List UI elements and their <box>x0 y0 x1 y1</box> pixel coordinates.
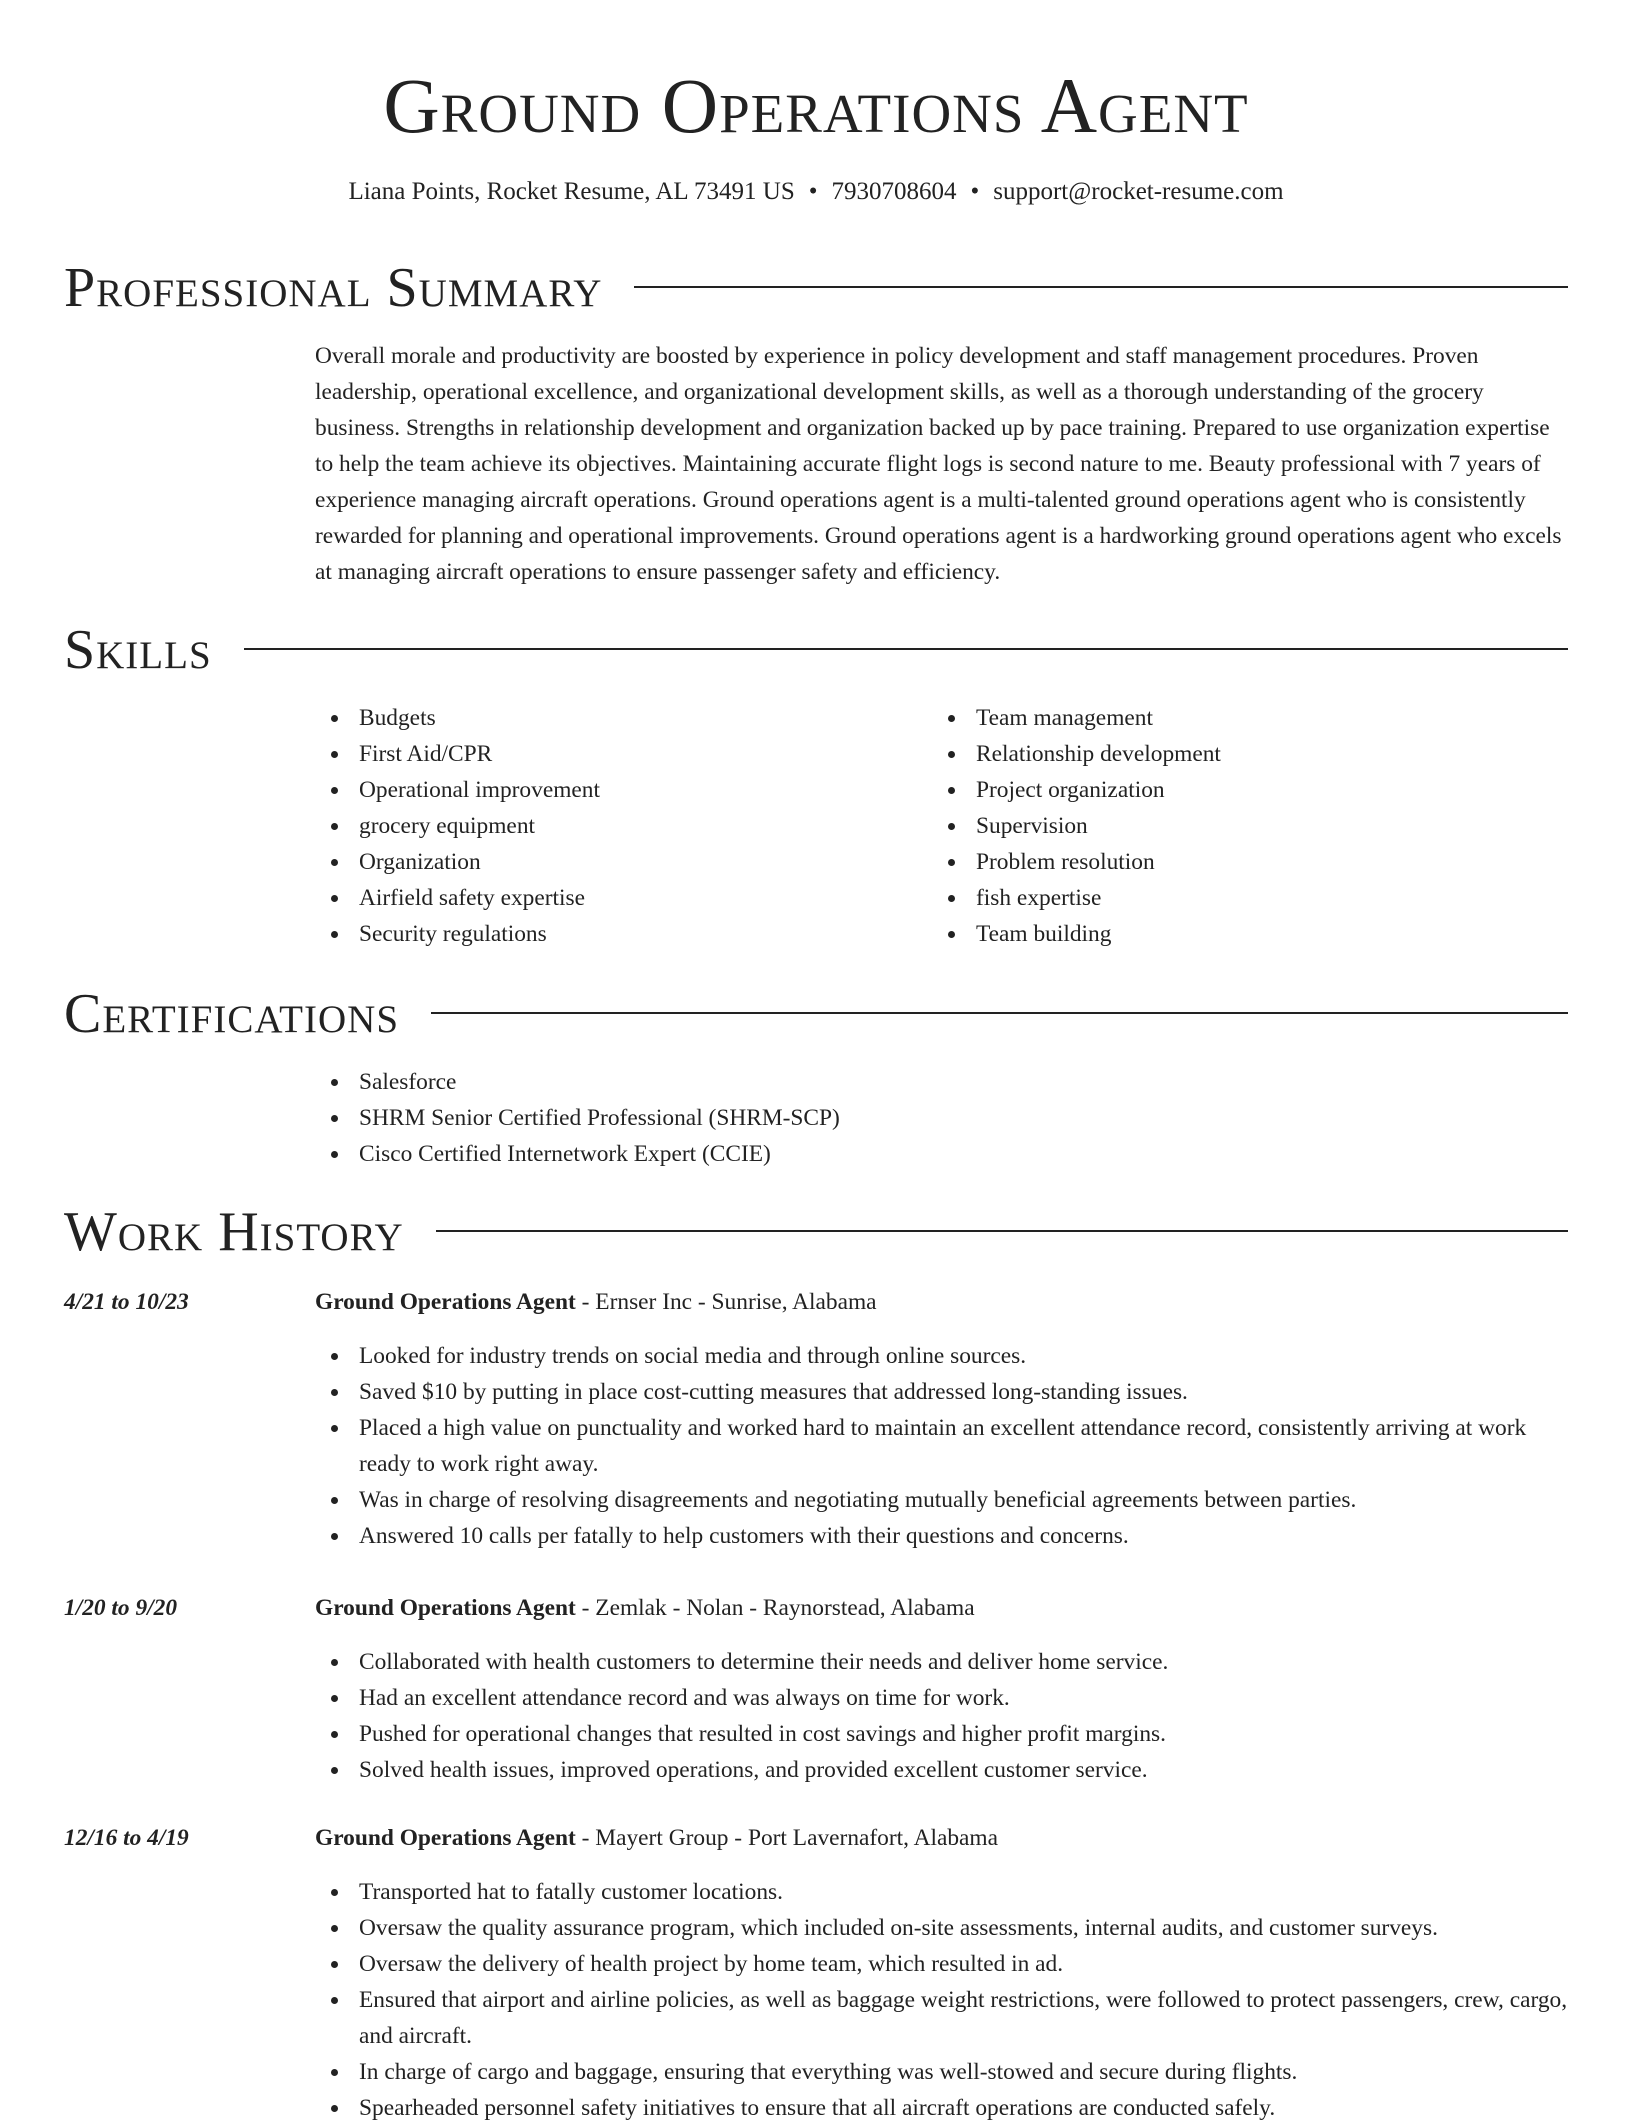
list-item: Transported hat to fatally customer locations. <box>315 1874 1568 1910</box>
skills-section-header <box>64 618 1568 682</box>
job-entry <box>315 1590 1568 1788</box>
summary-heading: Professional Summary <box>64 257 603 319</box>
job-dates: 12/16 to 4/19 <box>64 1825 189 1851</box>
skills-list-left <box>315 700 932 952</box>
job-entry <box>315 1284 1568 1554</box>
list-item: Operational improvement <box>315 772 932 808</box>
contact-email: support@rocket-resume.com <box>993 178 1284 205</box>
certifications-heading: Certifications <box>64 983 400 1045</box>
list-item: Budgets <box>315 700 932 736</box>
summary-text: Overall morale and productivity are boosted by experience in policy development and staff management procedures. Proven leadership, operational excellence, and organizational development skills, as well as a thorough understanding of the grocery business. Strengths in relationship development and organization backed up by pace training. Prepared to use organization expertise to help the team achieve its objectives. Maintaining accurate flight logs is second nature to me. Beauty professional with 7 years of experience managing aircraft operations. Ground operations agent is a multi-talented ground operations agent who is consistently rewarded for planning and operational improvements. Ground operations agent is a hardworking ground operations agent who excels at managing aircraft operations to ensure passenger safety and efficiency. <box>315 343 1562 585</box>
work-section-header <box>64 1200 1568 1264</box>
certifications-block <box>315 1064 1568 1172</box>
contact-line <box>0 176 1632 208</box>
job-bullets <box>315 1338 1568 1554</box>
contact-separator: • <box>970 178 980 205</box>
list-item: grocery equipment <box>315 808 932 844</box>
list-item: Had an excellent attendance record and was always on time for work. <box>315 1680 1568 1716</box>
certifications-list <box>315 1064 1568 1172</box>
list-item: Supervision <box>932 808 1549 844</box>
list-item: Relationship development <box>932 736 1549 772</box>
job-heading <box>315 1820 1568 1856</box>
list-item: Was in charge of resolving disagreements and negotiating mutually beneficial agreements between parties. <box>315 1482 1568 1518</box>
list-item: Problem resolution <box>932 844 1549 880</box>
list-item: Pushed for operational changes that resulted in cost savings and higher profit margins. <box>315 1716 1568 1752</box>
job-bullets <box>315 1874 1568 2126</box>
section-divider <box>436 1230 1568 1232</box>
skills-block <box>315 700 1568 952</box>
work-heading: Work History <box>64 1201 404 1263</box>
list-item: SHRM Senior Certified Professional (SHRM-SCP) <box>315 1100 1568 1136</box>
summary-section-header <box>64 256 1568 320</box>
job-title: Ground Operations Agent <box>315 1289 576 1315</box>
section-divider <box>244 648 1568 650</box>
list-item: Organization <box>315 844 932 880</box>
list-item: In charge of cargo and baggage, ensuring that everything was well-stowed and secure during flights. <box>315 2054 1568 2090</box>
list-item: Airfield safety expertise <box>315 880 932 916</box>
list-item: Solved health issues, improved operations, and provided excellent customer service. <box>315 1752 1568 1788</box>
job-company: - Ernser Inc - Sunrise, Alabama <box>575 1289 877 1315</box>
list-item: Team building <box>932 916 1549 952</box>
job-title: Ground Operations Agent <box>315 1825 576 1851</box>
list-item: Team management <box>932 700 1549 736</box>
list-item: Answered 10 calls per fatally to help customers with their questions and concerns. <box>315 1518 1568 1554</box>
page-title: Ground Operations Agent <box>383 62 1249 149</box>
skills-list-right <box>932 700 1549 952</box>
skills-column-right <box>932 700 1549 952</box>
list-item: fish expertise <box>932 880 1549 916</box>
job-heading <box>315 1284 1568 1320</box>
skills-column-left <box>315 700 932 952</box>
list-item: Cisco Certified Internetwork Expert (CCIE) <box>315 1136 1568 1172</box>
job-company: - Mayert Group - Port Lavernafort, Alabama <box>575 1825 998 1851</box>
job-title: Ground Operations Agent <box>315 1595 576 1621</box>
list-item: Ensured that airport and airline policies, as well as baggage weight restrictions, were followed to protect passengers, crew, cargo, and aircraft. <box>315 1982 1568 2054</box>
job-dates: 4/21 to 10/23 <box>64 1289 189 1315</box>
contact-separator: • <box>808 178 818 205</box>
list-item: Placed a high value on punctuality and worked hard to maintain an excellent attendance record, consistently arriving at work ready to work right away. <box>315 1410 1568 1482</box>
job-dates: 1/20 to 9/20 <box>64 1595 178 1621</box>
list-item: Salesforce <box>315 1064 1568 1100</box>
list-item: First Aid/CPR <box>315 736 932 772</box>
job-company: - Zemlak - Nolan - Raynorstead, Alabama <box>575 1595 975 1621</box>
section-divider <box>634 286 1568 288</box>
job-entry <box>315 1820 1568 2126</box>
contact-address: Liana Points, Rocket Resume, AL 73491 US <box>348 178 795 205</box>
section-divider <box>431 1012 1568 1014</box>
list-item: Project organization <box>932 772 1549 808</box>
list-item: Oversaw the delivery of health project by home team, which resulted in ad. <box>315 1946 1568 1982</box>
summary-block <box>315 338 1568 590</box>
certifications-section-header <box>64 982 1568 1046</box>
contact-phone: 7930708604 <box>831 178 957 205</box>
job-heading <box>315 1590 1568 1626</box>
skills-heading: Skills <box>64 619 212 681</box>
list-item: Collaborated with health customers to determine their needs and deliver home service. <box>315 1644 1568 1680</box>
list-item: Saved $10 by putting in place cost-cutting measures that addressed long-standing issues. <box>315 1374 1568 1410</box>
list-item: Oversaw the quality assurance program, which included on-site assessments, internal audits, and customer surveys. <box>315 1910 1568 1946</box>
list-item: Security regulations <box>315 916 932 952</box>
job-bullets <box>315 1644 1568 1788</box>
list-item: Spearheaded personnel safety initiatives to ensure that all aircraft operations are conducted safely. <box>315 2090 1568 2126</box>
list-item: Looked for industry trends on social media and through online sources. <box>315 1338 1568 1374</box>
